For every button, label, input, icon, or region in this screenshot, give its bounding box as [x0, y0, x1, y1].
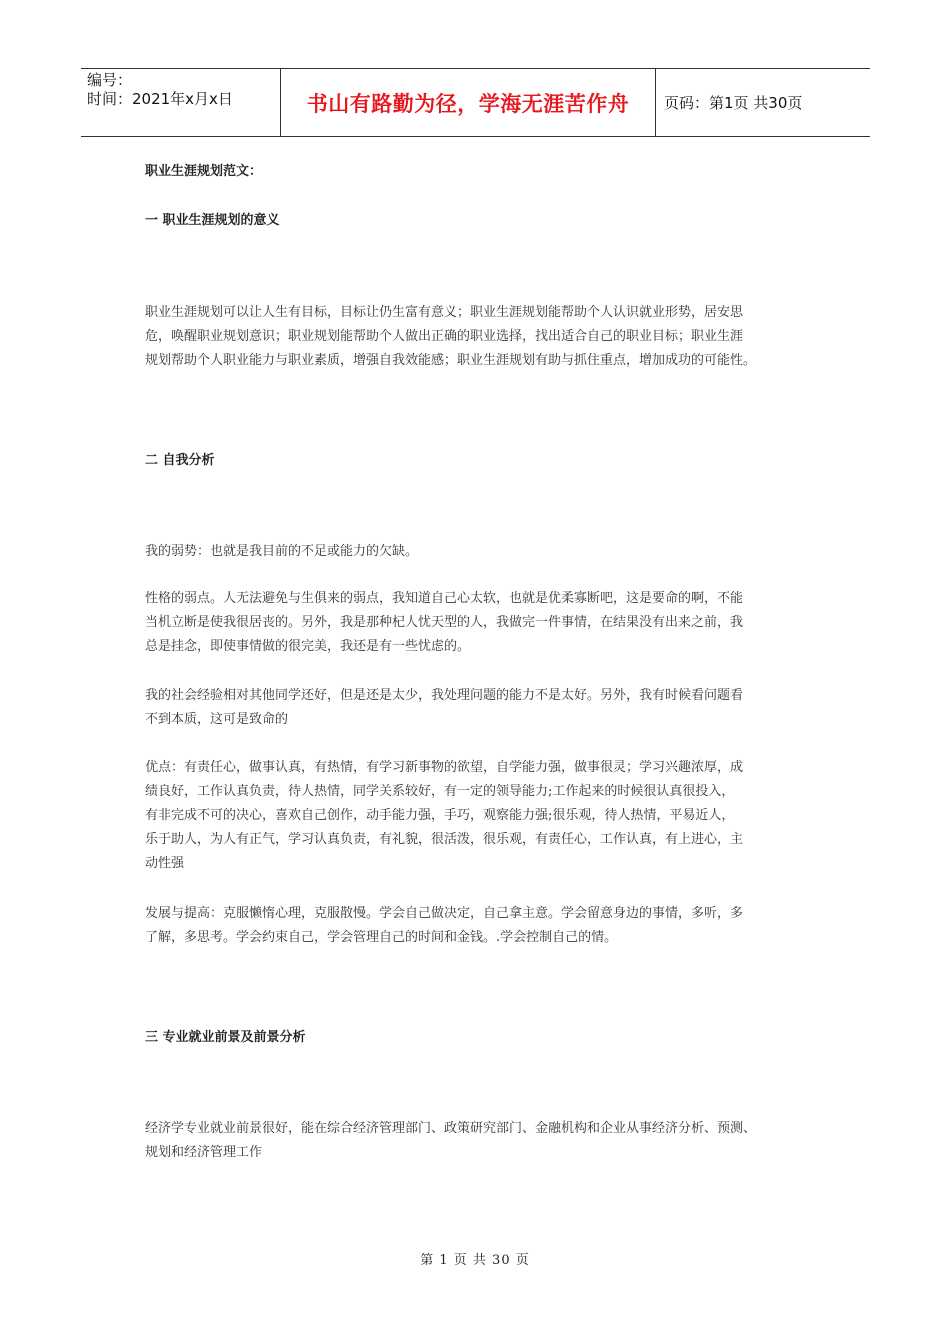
paragraph-line: 当机立断是使我很居丧的。另外，我是那种杞人忧天型的人，我做完一件事情，在结果没有出来之前，我	[145, 615, 744, 630]
section3-heading: 三 专业就业前景及前景分析	[145, 1030, 306, 1045]
header-motto-cell	[281, 69, 656, 136]
paragraph-line: 有非完成不可的决心，喜欢自己创作，动手能力强，手巧，观察能力强;很乐观，待人热情，平易近人，	[145, 808, 735, 823]
paragraph-line: 优点：有责任心，做事认真，有热情，有学习新事物的欲望，自学能力强，做事很灵；学习兴趣浓厚，成	[145, 760, 744, 775]
paragraph-line: 我的社会经验相对其他同学还好，但是还是太少，我处理问题的能力不是太好。另外，我有时候看问题看	[145, 688, 744, 703]
page-header	[81, 68, 870, 137]
paragraph-line: 经济学专业就业前景很好，能在综合经济管理部门、政策研究部门、金融机构和企业从事经济分析、预测、	[145, 1121, 757, 1136]
section3-paragraph	[145, 1117, 825, 1165]
paragraph-line: 乐于助人，为人有正气，学习认真负责，有礼貌，很活泼，很乐观，有责任心，工作认真，有上进心，主	[145, 832, 744, 847]
section1-paragraph	[145, 301, 825, 373]
improvement-paragraph	[145, 902, 825, 950]
date-label: 时间：2021年x月x日	[87, 90, 233, 108]
weakness-intro-paragraph	[145, 540, 825, 564]
section2-heading: 二 自我分析	[145, 453, 215, 468]
paragraph-line: 了解，多思考。学会约束自己，学会管理自己的时间和金钱。.学会控制自己的情。	[145, 930, 618, 945]
social-experience-paragraph	[145, 684, 825, 732]
paragraph-line: 我的弱势：也就是我目前的不足或能力的欠缺。	[145, 544, 419, 559]
paragraph-line: 不到本质，这可是致命的	[145, 712, 289, 727]
strengths-paragraph	[145, 756, 825, 876]
paragraph-line: 危，唤醒职业规划意识；职业规划能帮助个人做出正确的职业选择，找出适合自己的职业目标；职业生涯	[145, 329, 744, 344]
paragraph-line: 规划帮助个人职业能力与职业素质，增强自我效能感；职业生涯规划有助与抓住重点，增加成功的可能性。	[145, 353, 757, 368]
header-page-cell	[656, 69, 870, 136]
personality-paragraph	[145, 587, 825, 659]
paragraph-line: 动性强	[145, 856, 185, 871]
footer-page-number: 第 1 页 共 30 页	[420, 1253, 530, 1268]
paragraph-line: 性格的弱点。人无法避免与生俱来的弱点，我知道自己心太软，也就是优柔寡断吧，这是要命的啊，不能	[145, 591, 744, 606]
intro-title: 职业生涯规划范文：	[145, 164, 263, 179]
paragraph-line: 规划和经济管理工作	[145, 1145, 263, 1160]
section1-heading: 一 职业生涯规划的意义	[145, 213, 280, 228]
paragraph-line: 职业生涯规划可以让人生有目标，目标让仍生富有意义；职业生涯规划能帮助个人认识就业形势，居安思	[145, 305, 744, 320]
paragraph-line: 发展与提高：克服懒惰心理，克服散慢。学会自己做决定，自己拿主意。学会留意身边的事情，多听，多	[145, 906, 744, 921]
paragraph-line: 绩良好，工作认真负责，待人热情，同学关系较好，有一定的领导能力;工作起来的时候很认真很投入，	[145, 784, 735, 799]
header-page-info: 页码：第1页 共30页	[664, 94, 803, 112]
serial-number-label: 编号：	[87, 71, 133, 89]
paragraph-line: 总是挂念，即使事情做的很完美，我还是有一些忧虑的。	[145, 639, 471, 654]
header-meta-cell	[81, 69, 281, 136]
page-footer	[0, 1249, 950, 1268]
motto-text: 书山有路勤为径，学海无涯苦作舟	[306, 91, 630, 116]
